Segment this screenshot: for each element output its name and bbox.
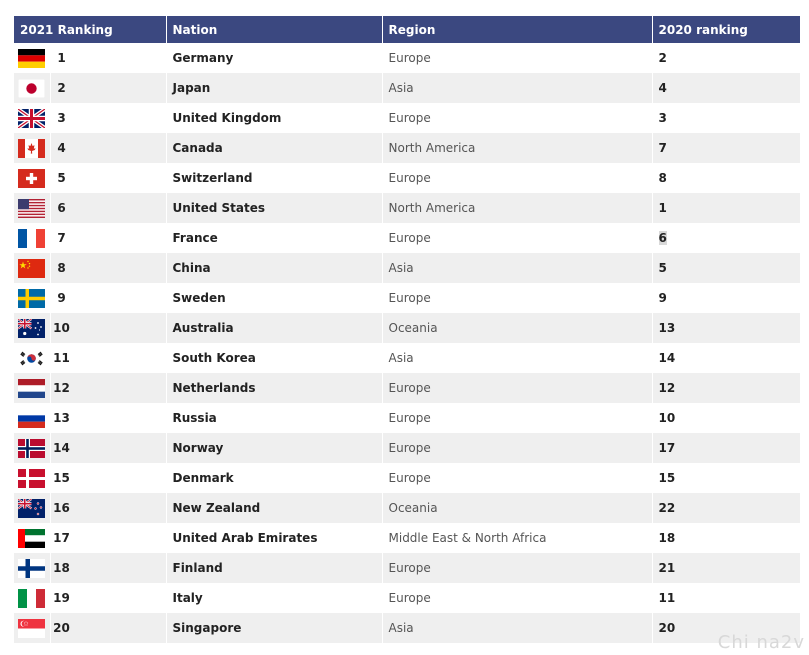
rank-2020-cell <box>652 313 800 343</box>
nation-cell: New Zealand <box>166 493 382 523</box>
table-row <box>14 373 800 403</box>
canada-flag-icon <box>18 139 45 158</box>
rank-2021-cell <box>50 433 166 463</box>
nation-cell: Denmark <box>166 463 382 493</box>
rank-2021-value: 9 <box>57 291 66 305</box>
region-cell: Asia <box>382 613 652 643</box>
nation-cell: United States <box>166 193 382 223</box>
region-cell: North America <box>382 133 652 163</box>
flag-cell <box>14 43 50 73</box>
region-cell: Europe <box>382 583 652 613</box>
rank-2020-value: 1 <box>658 201 667 215</box>
rank-2021-cell <box>50 613 166 643</box>
rank-2021-cell <box>50 133 166 163</box>
rank-2021-value: 18 <box>53 561 70 575</box>
header-region: Region <box>382 16 652 43</box>
rank-2020-cell <box>652 373 800 403</box>
rank-2021-cell <box>50 553 166 583</box>
region-cell: Oceania <box>382 313 652 343</box>
finland-flag-icon <box>18 559 45 578</box>
rank-2021-value: 3 <box>57 111 66 125</box>
australia-flag-icon <box>18 319 45 338</box>
rank-2021-cell <box>50 103 166 133</box>
table-row <box>14 433 800 463</box>
netherlands-flag-icon <box>18 379 45 398</box>
table-row <box>14 223 800 253</box>
nation-cell: Netherlands <box>166 373 382 403</box>
table-row <box>14 493 800 523</box>
rank-2021-value: 1 <box>57 51 66 65</box>
rank-2021-value: 11 <box>53 351 70 365</box>
table-row <box>14 343 800 373</box>
region-cell: Europe <box>382 103 652 133</box>
rank-2021-cell <box>50 313 166 343</box>
rank-2021-value: 5 <box>57 171 66 185</box>
rank-2021-cell <box>50 463 166 493</box>
rank-2021-value: 19 <box>53 591 70 605</box>
nation-cell: United Kingdom <box>166 103 382 133</box>
sweden-flag-icon <box>18 289 45 308</box>
header-2021-ranking: 2021 Ranking <box>14 16 166 43</box>
rank-2021-cell <box>50 343 166 373</box>
nation-cell: United Arab Emirates <box>166 523 382 553</box>
rank-2021-cell <box>50 523 166 553</box>
flag-cell <box>14 73 50 103</box>
region-cell: Asia <box>382 73 652 103</box>
flag-cell <box>14 283 50 313</box>
table-row <box>14 103 800 133</box>
rank-2021-value: 4 <box>57 141 66 155</box>
new-zealand-flag-icon <box>18 499 45 518</box>
nation-cell: Italy <box>166 583 382 613</box>
flag-cell <box>14 223 50 253</box>
header-nation: Nation <box>166 16 382 43</box>
rank-2020-cell <box>652 283 800 313</box>
rank-2021-cell <box>50 253 166 283</box>
rank-2021-cell <box>50 223 166 253</box>
rank-2021-cell <box>50 403 166 433</box>
region-cell: Europe <box>382 223 652 253</box>
rank-2020-cell <box>652 73 800 103</box>
nation-cell: Singapore <box>166 613 382 643</box>
south-korea-flag-icon <box>18 349 45 368</box>
table-row <box>14 553 800 583</box>
norway-flag-icon <box>18 439 45 458</box>
region-cell: North America <box>382 193 652 223</box>
nation-cell: Switzerland <box>166 163 382 193</box>
flag-cell <box>14 433 50 463</box>
flag-cell <box>14 313 50 343</box>
nation-cell: Finland <box>166 553 382 583</box>
flag-cell <box>14 253 50 283</box>
rank-2021-value: 14 <box>53 441 70 455</box>
flag-cell <box>14 523 50 553</box>
rank-2020-cell <box>652 343 800 373</box>
flag-cell <box>14 133 50 163</box>
rank-2020-cell <box>652 433 800 463</box>
denmark-flag-icon <box>18 469 45 488</box>
rank-2020-value: 17 <box>658 441 676 455</box>
singapore-flag-icon <box>18 619 45 638</box>
rank-2020-cell <box>652 493 800 523</box>
nation-cell: Russia <box>166 403 382 433</box>
flag-cell <box>14 463 50 493</box>
rank-2021-cell <box>50 493 166 523</box>
rank-2020-cell <box>652 463 800 493</box>
nation-cell: China <box>166 253 382 283</box>
flag-cell <box>14 493 50 523</box>
table-header-row <box>14 16 800 43</box>
rank-2021-cell <box>50 373 166 403</box>
flag-cell <box>14 103 50 133</box>
table-row <box>14 43 800 73</box>
flag-cell <box>14 613 50 643</box>
table-row <box>14 583 800 613</box>
nation-cell: South Korea <box>166 343 382 373</box>
rank-2021-value: 2 <box>57 81 66 95</box>
region-cell: Oceania <box>382 493 652 523</box>
rank-2021-value: 12 <box>53 381 70 395</box>
rank-2020-value: 13 <box>658 321 676 335</box>
rank-2020-value: 9 <box>658 291 667 305</box>
table-row <box>14 163 800 193</box>
china-flag-icon <box>18 259 45 278</box>
rank-2021-value: 8 <box>57 261 66 275</box>
region-cell: Europe <box>382 163 652 193</box>
region-cell: Europe <box>382 463 652 493</box>
rank-2021-value: 17 <box>53 531 70 545</box>
region-cell: Europe <box>382 553 652 583</box>
table-row <box>14 403 800 433</box>
rank-2021-value: 10 <box>53 321 70 335</box>
rank-2020-cell <box>652 133 800 163</box>
table-row <box>14 613 800 643</box>
flag-cell <box>14 553 50 583</box>
germany-flag-icon <box>18 49 45 68</box>
flag-cell <box>14 343 50 373</box>
table-row <box>14 313 800 343</box>
table-row <box>14 133 800 163</box>
flag-cell <box>14 373 50 403</box>
table-row <box>14 193 800 223</box>
rank-2021-value: 20 <box>53 621 70 635</box>
uae-flag-icon <box>18 529 45 548</box>
region-cell: Europe <box>382 373 652 403</box>
japan-flag-icon <box>18 79 45 98</box>
rank-2020-value: 6 <box>658 231 667 245</box>
region-cell: Europe <box>382 433 652 463</box>
watermark: Chi na2v <box>717 632 805 653</box>
rank-2020-value: 22 <box>658 501 676 515</box>
rank-2020-cell <box>652 103 800 133</box>
switzerland-flag-icon <box>18 169 45 188</box>
rank-2020-cell <box>652 223 800 253</box>
region-cell: Europe <box>382 43 652 73</box>
usa-flag-icon <box>18 199 45 218</box>
rank-2020-cell <box>652 253 800 283</box>
rank-2020-value: 21 <box>658 561 676 575</box>
rank-2021-value: 13 <box>53 411 70 425</box>
region-cell: Europe <box>382 283 652 313</box>
rank-2021-cell <box>50 43 166 73</box>
nation-cell: Canada <box>166 133 382 163</box>
rank-2020-cell <box>652 553 800 583</box>
table-row <box>14 523 800 553</box>
ranking-table <box>14 16 801 643</box>
rank-2020-value: 18 <box>658 531 676 545</box>
rank-2020-cell <box>652 583 800 613</box>
rank-2020-cell <box>652 43 800 73</box>
rank-2020-value: 15 <box>658 471 676 485</box>
region-cell: Asia <box>382 343 652 373</box>
rank-2020-value: 20 <box>658 621 676 635</box>
flag-cell <box>14 163 50 193</box>
table-row <box>14 463 800 493</box>
rank-2020-cell <box>652 163 800 193</box>
rank-2020-value: 14 <box>658 351 676 365</box>
flag-cell <box>14 583 50 613</box>
table-row <box>14 73 800 103</box>
region-cell: Europe <box>382 403 652 433</box>
italy-flag-icon <box>18 589 45 608</box>
flag-cell <box>14 403 50 433</box>
rank-2020-value: 2 <box>658 51 667 65</box>
rank-2021-cell <box>50 283 166 313</box>
nation-cell: France <box>166 223 382 253</box>
rank-2020-cell <box>652 523 800 553</box>
uk-flag-icon <box>18 109 45 128</box>
rank-2020-value: 7 <box>658 141 667 155</box>
rank-2020-value: 8 <box>658 171 667 185</box>
rank-2020-cell <box>652 403 800 433</box>
france-flag-icon <box>18 229 45 248</box>
rank-2021-value: 7 <box>57 231 66 245</box>
rank-2021-value: 15 <box>53 471 70 485</box>
rank-2020-value: 4 <box>658 81 667 95</box>
nation-cell: Germany <box>166 43 382 73</box>
region-cell: Middle East & North Africa <box>382 523 652 553</box>
nation-cell: Japan <box>166 73 382 103</box>
rank-2020-cell <box>652 193 800 223</box>
nation-cell: Norway <box>166 433 382 463</box>
rank-2020-value: 10 <box>658 411 676 425</box>
nation-cell: Sweden <box>166 283 382 313</box>
rank-2021-value: 6 <box>57 201 66 215</box>
rank-2021-cell <box>50 583 166 613</box>
nation-cell: Australia <box>166 313 382 343</box>
rank-2021-cell <box>50 73 166 103</box>
header-2020-ranking: 2020 ranking <box>652 16 800 43</box>
region-cell: Asia <box>382 253 652 283</box>
rank-2021-value: 16 <box>53 501 70 515</box>
rank-2020-value: 5 <box>658 261 667 275</box>
table-row <box>14 253 800 283</box>
table-row <box>14 283 800 313</box>
rank-2021-cell <box>50 163 166 193</box>
rank-2020-value: 12 <box>658 381 676 395</box>
russia-flag-icon <box>18 409 45 428</box>
flag-cell <box>14 193 50 223</box>
rank-2021-cell <box>50 193 166 223</box>
rank-2020-value: 11 <box>658 591 676 605</box>
rank-2020-value: 3 <box>658 111 667 125</box>
